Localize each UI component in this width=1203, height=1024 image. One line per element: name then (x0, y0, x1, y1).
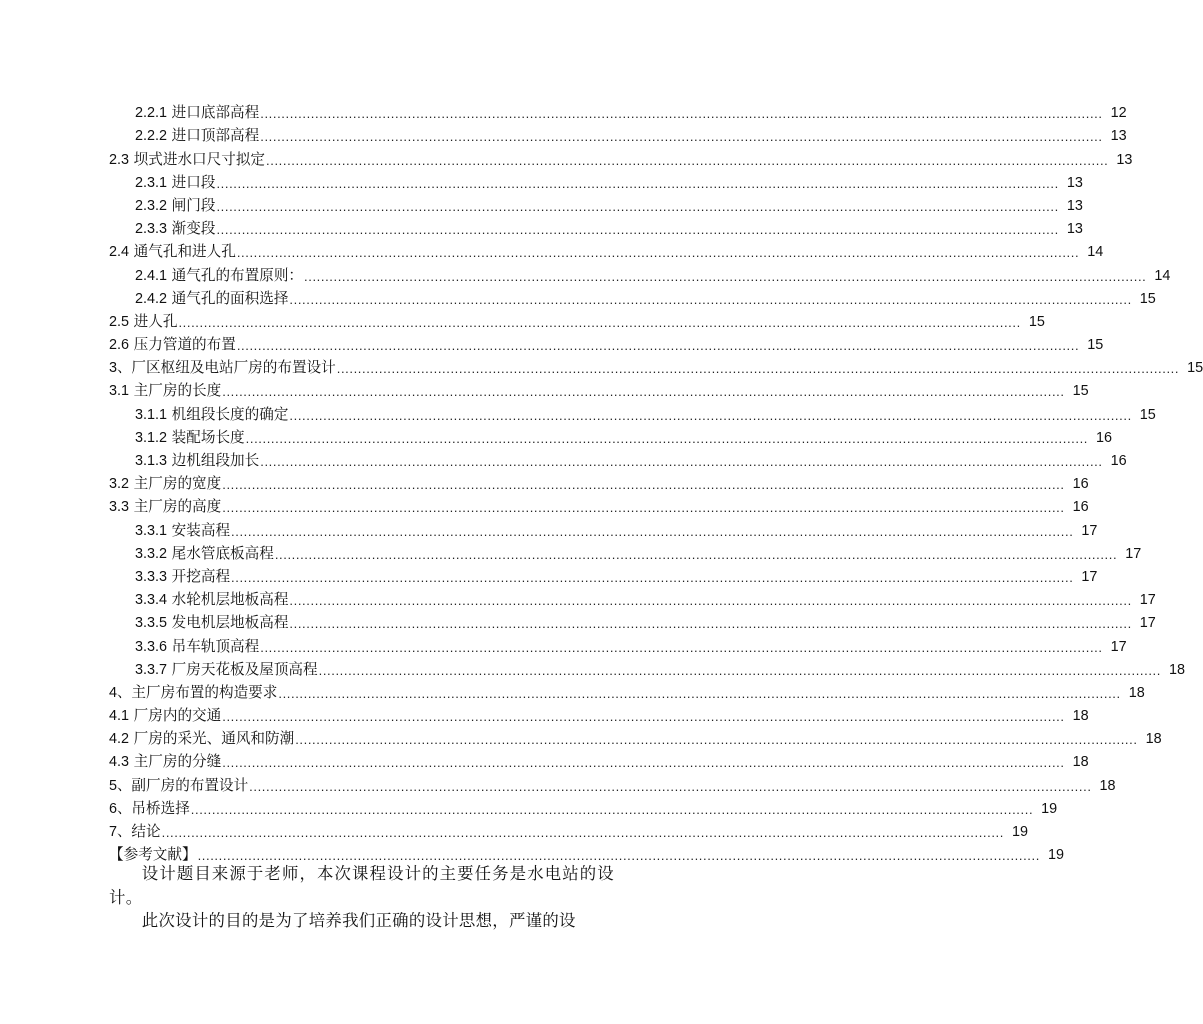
toc-entry[interactable] (0, 261, 1171, 284)
toc-entry-text: 副厂房的布置设计 (131, 776, 249, 794)
toc-entry-page: 16 (1096, 429, 1113, 446)
toc-entry[interactable] (0, 656, 1185, 679)
toc-entry-text: 渐变段 (171, 220, 216, 238)
toc-entry-page: 15 (1139, 290, 1156, 307)
toc-entry-text: 装配场长度 (171, 428, 245, 446)
toc-entry[interactable] (0, 795, 1058, 818)
toc-entry-page: 13 (1066, 197, 1083, 214)
toc-entry-text: 通气孔的面积选择 (171, 289, 289, 307)
toc-entry-number: 5、 (109, 777, 132, 794)
toc-entry-text: 主厂房的宽度 (133, 475, 222, 493)
toc-entry-page: 18 (1072, 754, 1089, 771)
toc-leader-dots: ........................................................................................................................................................................................................ (304, 268, 1147, 284)
toc-entry-number: 7、 (109, 824, 132, 840)
toc-entry-page: 17 (1125, 545, 1142, 562)
toc-entry-title (109, 475, 221, 493)
toc-entry-number: 4.2 (109, 731, 130, 748)
toc-entry-number: 3.2 (109, 476, 130, 493)
toc-entry[interactable] (0, 725, 1162, 748)
toc-leader-dots: ........................................................................................................................................................................................................ (222, 500, 1065, 516)
toc-entry-title (135, 406, 288, 424)
toc-entry-title (135, 591, 288, 609)
toc-entry-title (135, 267, 303, 285)
toc-entry-title (109, 336, 236, 354)
toc-entry[interactable] (0, 145, 1133, 168)
toc-entry-page: 15 (1072, 383, 1089, 400)
toc-leader-dots: ........................................................................................................................................................................................................ (274, 546, 1118, 562)
toc-entry-page: 18 (1128, 684, 1145, 701)
toc-leader-dots: ........................................................................................................................................................................................................ (260, 639, 1103, 655)
toc-entry-page: 12 (1110, 105, 1127, 122)
toc-leader-dots: ........................................................................................................................................................................................................ (266, 152, 1109, 168)
toc-entry-number: 2.6 (109, 337, 130, 354)
toc-entry-number: 3.3.7 (135, 661, 168, 678)
toc-entry-title (109, 730, 294, 748)
toc-entry[interactable] (0, 308, 1045, 331)
toc-entry-number: 2.3.3 (135, 221, 168, 238)
toc-entry-title (135, 174, 215, 192)
toc-entry-text: 闸门段 (171, 196, 216, 214)
toc-entry-number: 3.1 (109, 383, 130, 400)
toc-entry-text: 主厂房布置的构造要求 (131, 683, 278, 701)
toc-leader-dots: ........................................................................................................................................................................................................ (289, 616, 1132, 632)
toc-entry-page: 17 (1139, 592, 1156, 609)
toc-entry-text: 发电机层地板高程 (171, 614, 289, 632)
toc-entry-page: 17 (1110, 638, 1127, 655)
toc-entry-text: 吊车轨顶高程 (171, 637, 260, 655)
toc-entry-page: 16 (1072, 499, 1089, 516)
toc-entry-number: 4.3 (109, 754, 130, 771)
toc-entry-page: 16 (1072, 476, 1089, 493)
toc-entry-page: 14 (1154, 267, 1171, 284)
toc-leader-dots: ........................................................................................................................................................................................................ (260, 129, 1103, 145)
toc-entry-text: 进口顶部高程 (171, 127, 260, 145)
toc-entry[interactable] (0, 702, 1089, 725)
toc-entry[interactable] (0, 169, 1083, 192)
toc-entry-text: 机组段长度的确定 (171, 405, 289, 423)
toc-entry-title (109, 777, 248, 795)
toc-entry-title (135, 429, 245, 447)
toc-entry-page: 13 (1066, 174, 1083, 191)
toc-entry-text: 厂房天花板及屋顶高程 (171, 660, 318, 678)
toc-entry-text: 主厂房的分缝 (133, 753, 222, 771)
toc-leader-dots: ........................................................................................................................................................................................................ (249, 778, 1092, 794)
toc-entry-page: 18 (1145, 731, 1162, 748)
toc-entry-text: 进人孔 (133, 312, 178, 330)
toc-entry-title (135, 104, 259, 122)
toc-entry-text: 通气孔和进人孔 (133, 243, 236, 261)
toc-entry-page: 14 (1087, 244, 1104, 261)
toc-entry-number: 3.3.3 (135, 568, 168, 585)
toc-entry[interactable] (0, 470, 1089, 493)
toc-entry-title (109, 684, 277, 702)
toc-leader-dots: ........................................................................................................................................................................................................ (231, 569, 1074, 585)
toc-entry-page: 13 (1116, 151, 1133, 168)
toc-entry-text: 尾水管底板高程 (171, 544, 274, 562)
toc-entry[interactable] (0, 771, 1116, 794)
toc-entry[interactable] (0, 331, 1104, 354)
toc-entry[interactable] (0, 400, 1156, 423)
toc-entry-number: 3.3.6 (135, 638, 168, 655)
toc-entry-number: 4.1 (109, 708, 130, 725)
toc-entry-text: 水轮机层地板高程 (171, 591, 289, 609)
toc-leader-dots: ........................................................................................................................................................................................................ (289, 593, 1132, 609)
toc-leader-dots: ........................................................................................................................................................................................................ (216, 222, 1059, 238)
body-paragraph: 设计题目来源于老师，本次课程设计的主要任务是水电站的设计。 (109, 864, 614, 907)
toc-leader-dots: ........................................................................................................................................................................................................ (216, 175, 1059, 191)
toc-entry[interactable] (0, 841, 1064, 864)
toc-leader-dots: ........................................................................................................................................................................................................ (245, 430, 1089, 446)
toc-leader-dots: ........................................................................................................................................................................................................ (289, 407, 1132, 423)
toc-entry-number: 3、 (109, 360, 132, 377)
toc-entry-number: 2.2.2 (135, 128, 168, 145)
toc-entry[interactable] (0, 679, 1145, 702)
toc-entry-text: 坝式进水口尺寸拟定 (133, 150, 266, 168)
toc-entry[interactable] (0, 586, 1156, 609)
toc-entry[interactable] (0, 493, 1089, 516)
toc-entry-number: 2.5 (109, 313, 130, 330)
toc-leader-dots: ........................................................................................................................................................................................................ (236, 338, 1080, 354)
toc-entry-number: 6、 (109, 800, 132, 817)
toc-entry-number: 3.3.1 (135, 522, 168, 539)
toc-entry[interactable] (0, 447, 1127, 470)
toc-entry-title (135, 197, 215, 215)
toc-leader-dots: ........................................................................................................................................................................................................ (295, 732, 1138, 748)
toc-entry-page: 15 (1087, 337, 1104, 354)
toc-entry[interactable] (0, 540, 1142, 563)
toc-entry-page: 13 (1110, 128, 1127, 145)
toc-entry-number: 3.3.4 (135, 592, 168, 609)
toc-leader-dots: ........................................................................................................................................................................................................ (222, 384, 1065, 400)
toc-entry[interactable] (0, 516, 1098, 539)
toc-leader-dots: ........................................................................................................................................................................................................ (260, 454, 1103, 469)
toc-entry-text: 通气孔的布置原则： (171, 266, 304, 284)
toc-entry-text: 进口底部高程 (171, 104, 260, 122)
toc-entry-number: 2.3.1 (135, 174, 168, 191)
toc-entry[interactable] (0, 354, 1203, 377)
toc-leader-dots: ........................................................................................................................................................................................................ (161, 825, 1004, 840)
toc-entry-title (109, 823, 161, 841)
toc-entry[interactable] (0, 424, 1113, 447)
toc-leader-dots: ........................................................................................................................................................................................................ (222, 709, 1065, 725)
toc-entry[interactable] (0, 215, 1083, 238)
toc-entry-text: 开挖高程 (171, 567, 231, 585)
toc-entry-title (109, 151, 265, 169)
toc-entry-title (135, 638, 259, 656)
toc-entry-page: 16 (1110, 453, 1127, 469)
toc-entry-text: 压力管道的布置 (133, 336, 236, 354)
toc-leader-dots: ........................................................................................................................................................................................................ (278, 685, 1121, 701)
toc-leader-dots: ........................................................................................................................................................................................................ (318, 662, 1161, 678)
toc-entry-text: 【参考文献】 (109, 846, 197, 864)
toc-entry-title (109, 498, 221, 516)
toc-entry[interactable] (0, 609, 1156, 632)
toc-entry-text: 厂房的采光、通风和防潮 (133, 730, 295, 748)
toc-entry-page: 17 (1139, 615, 1156, 632)
toc-entry-number: 3.3.2 (135, 545, 168, 562)
toc-entry-title (135, 545, 274, 563)
toc-entry-text: 安装高程 (171, 521, 231, 539)
toc-entry[interactable] (0, 285, 1156, 308)
toc-entry-number: 3.3 (109, 499, 130, 516)
toc-entry[interactable] (0, 122, 1127, 145)
toc-entry-page: 15 (1187, 360, 1203, 377)
toc-entry-page: 15 (1139, 406, 1156, 423)
toc-entry-title (109, 313, 177, 331)
toc-entry-page: 13 (1066, 221, 1083, 238)
toc-entry-page: 18 (1168, 661, 1185, 678)
toc-entry-page: 19 (1041, 800, 1058, 817)
toc-entry-number: 3.1.3 (135, 453, 168, 469)
toc-leader-dots: ........................................................................................................................................................................................................ (222, 755, 1065, 771)
toc-entry[interactable] (0, 563, 1098, 586)
toc-entry-page: 19 (1047, 847, 1064, 864)
toc-entry-text: 主厂房的长度 (133, 382, 222, 400)
toc-entry-title (135, 568, 230, 586)
toc-entry-title (109, 382, 221, 400)
toc-entry-number: 3.1.2 (135, 429, 168, 446)
toc-entry-number: 2.4.2 (135, 290, 168, 307)
toc-entry-title (135, 661, 318, 679)
toc-entry-text: 厂区枢纽及电站厂房的布置设计 (131, 359, 336, 377)
toc-entry-title (135, 127, 259, 145)
toc-leader-dots: ........................................................................................................................................................................................................ (222, 477, 1065, 493)
toc-entry-page: 15 (1028, 313, 1045, 330)
toc-entry[interactable] (0, 238, 1104, 261)
toc-entry-number: 2.3 (109, 151, 130, 168)
toc-entry[interactable] (0, 818, 1028, 841)
toc-entry-page: 18 (1099, 777, 1116, 794)
toc-entry-number: 2.3.2 (135, 197, 168, 214)
toc-entry-number: 2.4.1 (135, 267, 168, 284)
toc-entry-number: 2.4 (109, 244, 130, 261)
toc-leader-dots: ........................................................................................................................................................................................................ (178, 314, 1021, 330)
toc-entry-number: 2.2.1 (135, 105, 168, 122)
toc-entry-page: 17 (1081, 568, 1098, 585)
toc-entry[interactable] (0, 748, 1089, 771)
body-text (109, 862, 614, 933)
toc-entry-title (109, 359, 336, 377)
toc-entry-title (109, 800, 190, 818)
toc-entry-text: 主厂房的高度 (133, 498, 222, 516)
toc-leader-dots: ........................................................................................................................................................................................................ (236, 245, 1080, 261)
toc-leader-dots: ........................................................................................................................................................................................................ (190, 801, 1034, 817)
toc-leader-dots: ........................................................................................................................................................................................................ (336, 361, 1180, 377)
toc-entry-title (135, 614, 288, 632)
toc-entry-text: 进口段 (171, 173, 216, 191)
toc-entry[interactable] (0, 377, 1089, 400)
toc-leader-dots: ........................................................................................................................................................................................................ (231, 523, 1074, 539)
toc-entry-text: 结论 (131, 823, 161, 840)
toc-leader-dots: ........................................................................................................................................................................................................ (260, 106, 1103, 122)
toc-entry-title (109, 753, 221, 771)
toc-entry[interactable] (0, 99, 1127, 122)
toc-leader-dots: ........................................................................................................................................................................................................ (197, 848, 1040, 864)
toc-entry-title (135, 452, 259, 470)
toc-entry-text: 边机组段加长 (171, 452, 260, 469)
toc-entry-number: 3.1.1 (135, 406, 168, 423)
toc-entry-number: 3.3.5 (135, 615, 168, 632)
toc-entry-title (135, 290, 288, 308)
toc-entry-number: 4、 (109, 684, 132, 701)
toc-entry-title (109, 707, 221, 725)
toc-entry-text: 吊桥选择 (131, 799, 190, 817)
toc-entry-title (135, 220, 215, 238)
table-of-contents (0, 99, 1203, 864)
toc-entry[interactable] (0, 192, 1083, 215)
toc-entry-page: 19 (1011, 824, 1028, 840)
toc-entry-text: 厂房内的交通 (133, 707, 222, 725)
toc-leader-dots: ........................................................................................................................................................................................................ (289, 291, 1132, 307)
toc-entry-title (109, 243, 236, 261)
toc-leader-dots: ........................................................................................................................................................................................................ (216, 198, 1059, 214)
toc-entry-title (135, 522, 230, 540)
toc-entry-page: 17 (1081, 522, 1098, 539)
toc-entry-page: 18 (1072, 708, 1089, 725)
body-paragraph: 此次设计的目的是为了培养我们正确的设计思想，严谨的设 (141, 911, 576, 930)
toc-entry[interactable] (0, 632, 1127, 655)
